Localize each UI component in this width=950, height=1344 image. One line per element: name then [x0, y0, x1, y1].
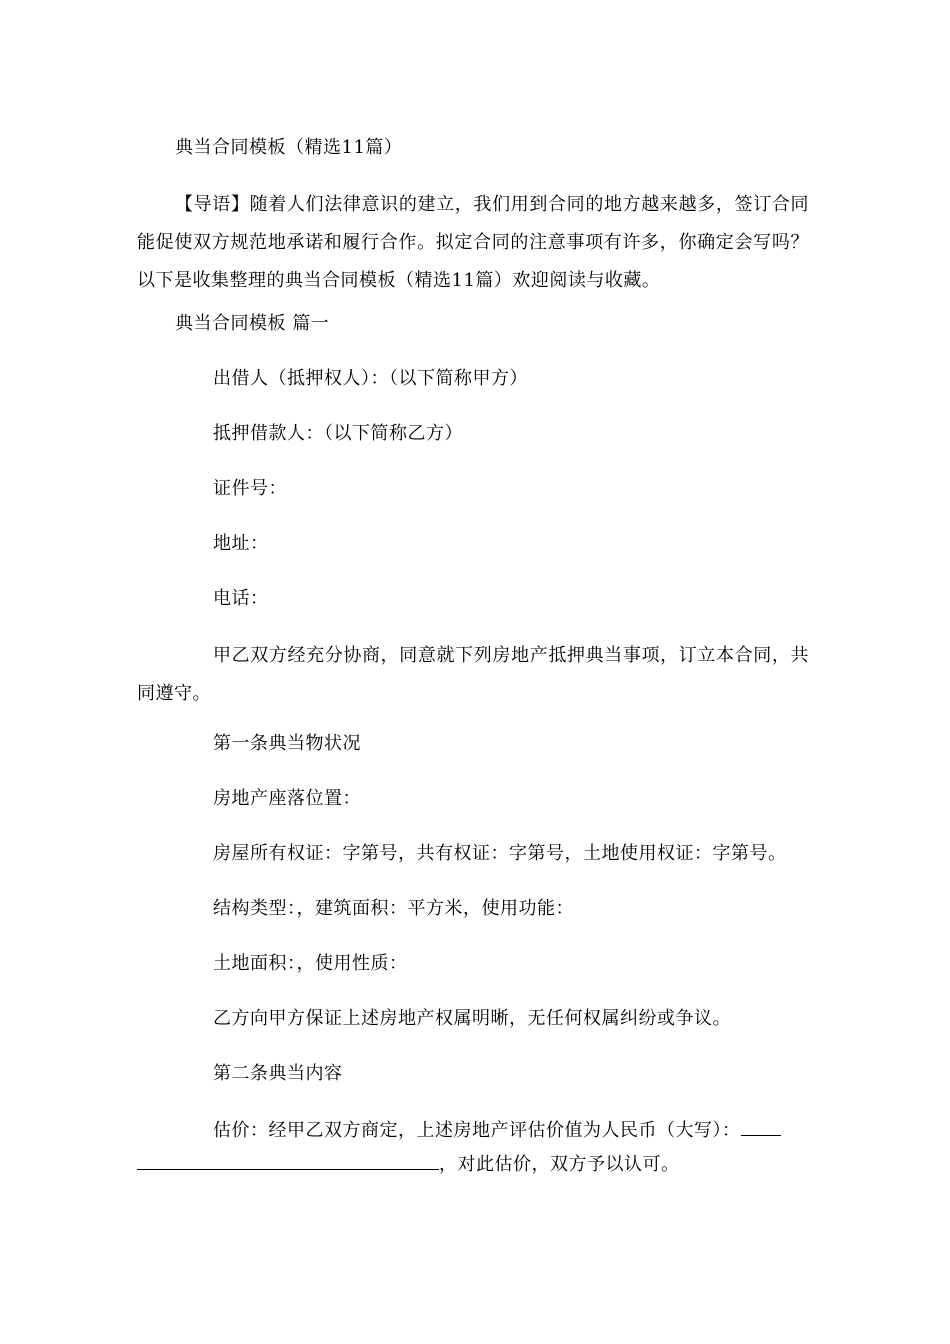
- agreement-paragraph: 甲乙双方经充分协商，同意就下列房地产抵押典当事项，订立本合同，共同遵守。: [137, 645, 809, 704]
- section-heading: 典当合同模板 篇一: [175, 313, 330, 334]
- lender-line: 出借人（抵押权人）：（以下简称甲方）: [213, 368, 528, 389]
- valuation-blank-end: [137, 1151, 439, 1170]
- intro-paragraph: 【导语】随着人们法律意识的建立，我们用到合同的地方越来越多，签订合同能促使双方规范地承诺和履行合作。拟定合同的注意事项有许多，你确定会写吗？以下是收集整理的典当合同模板（精选11篇）欢迎阅读与收藏。: [137, 194, 809, 291]
- phone-line: 电话：: [213, 588, 269, 609]
- guarantee-line: 乙方向甲方保证上述房地产权属明晰，无任何权属纠纷或争议。: [213, 1008, 731, 1029]
- document-title: 典当合同模板（精选11篇）: [175, 137, 403, 158]
- structure-line: 结构类型：，建筑面积：平方米，使用功能：: [213, 898, 574, 919]
- article-1-heading: 第一条典当物状况: [213, 733, 361, 754]
- valuation-blank-start: [741, 1117, 781, 1136]
- certificates-line: 房屋所有权证：字第号，共有权证：字第号，土地使用权证：字第号。: [213, 843, 787, 864]
- valuation-line-1: [213, 1117, 781, 1143]
- valuation-line-2: [137, 1151, 680, 1177]
- address-line: 地址：: [213, 533, 269, 554]
- id-number-line: 证件号：: [213, 478, 287, 499]
- valuation-prefix: 估价：经甲乙双方商定，上述房地产评估价值为人民币（大写）：: [213, 1120, 741, 1141]
- location-line: 房地产座落位置：: [213, 788, 361, 809]
- borrower-line: 抵押借款人：（以下简称乙方）: [213, 423, 463, 444]
- article-2-heading: 第二条典当内容: [213, 1063, 343, 1084]
- land-line: 土地面积：，使用性质：: [213, 953, 408, 974]
- valuation-suffix: ，对此估价，双方予以认可。: [439, 1154, 680, 1175]
